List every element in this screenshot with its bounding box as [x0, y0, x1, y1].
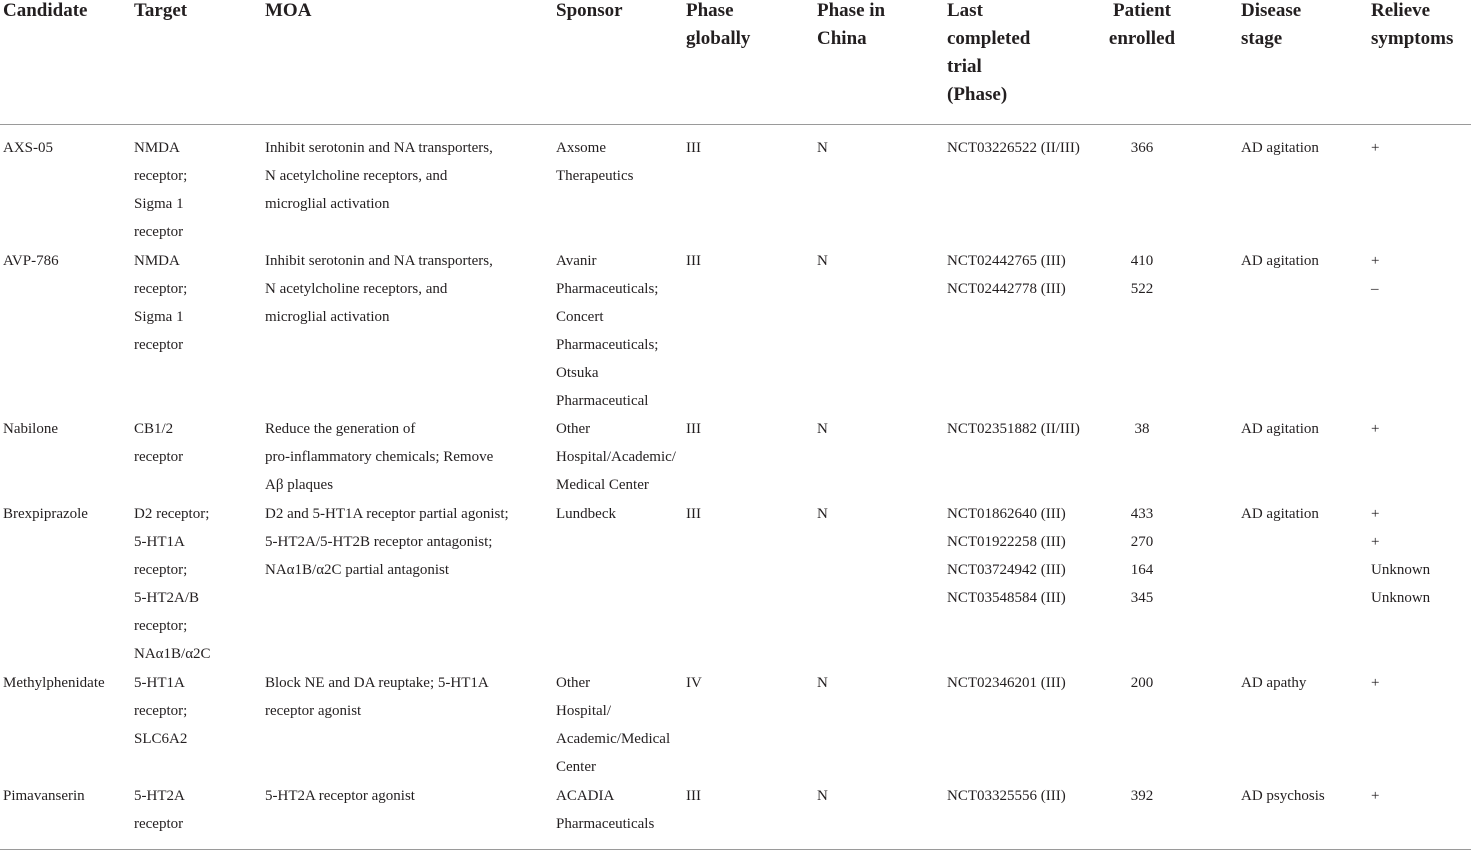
cell-moa: Block NE and DA reuptake; 5-HT1A receptor agonist — [265, 675, 489, 719]
cell-target: NMDA receptor; Sigma 1 receptor — [134, 253, 188, 353]
cell-last-trial: NCT02346201 (III) — [947, 675, 1066, 691]
cell-last-trial: NCT01862640 (III) NCT01922258 (III) NCT03724942 (III) NCT03548584 (III) — [947, 506, 1066, 606]
cell-target: 5-HT2A receptor — [134, 788, 185, 832]
cell-relieve: + — [1371, 788, 1380, 804]
cell-sponsor: Other Hospital/Academic/ Medical Center — [556, 421, 676, 493]
cell-patients: 392 — [1130, 788, 1154, 804]
cell-phase-china: N — [817, 675, 828, 691]
cell-phase-china: N — [817, 140, 828, 156]
cell-disease-stage: AD apathy — [1241, 675, 1307, 691]
table-bottom-rule — [0, 849, 1471, 850]
cell-phase-china: N — [817, 506, 828, 522]
cell-disease-stage: AD psychosis — [1241, 788, 1325, 804]
cell-sponsor: Avanir Pharmaceuticals; Concert Pharmaceuticals; Otsuka Pharmaceutical — [556, 253, 659, 409]
cell-last-trial: NCT03325556 (III) — [947, 788, 1066, 804]
cell-sponsor: Lundbeck — [556, 506, 616, 522]
cell-target: NMDA receptor; Sigma 1 receptor — [134, 140, 188, 240]
cell-target: 5-HT1A receptor; SLC6A2 — [134, 675, 188, 747]
cell-moa: Inhibit serotonin and NA transporters, N acetylcholine receptors, and microglial activation — [265, 253, 493, 325]
cell-patients: 410 522 — [1130, 253, 1154, 297]
cell-moa: 5-HT2A receptor agonist — [265, 788, 415, 804]
cell-candidate: Brexpiprazole — [3, 506, 88, 522]
cell-phase-globally: III — [686, 506, 701, 522]
cell-patients: 200 — [1130, 675, 1154, 691]
cell-phase-china: N — [817, 421, 828, 437]
cell-candidate: AXS-05 — [3, 140, 54, 156]
cell-disease-stage: AD agitation — [1241, 506, 1319, 522]
cell-candidate: Methylphenidate — [3, 675, 105, 691]
header-last-trial: Last completed trial (Phase) — [947, 0, 1031, 105]
cell-sponsor: Axsome Therapeutics — [556, 140, 634, 184]
cell-phase-globally: IV — [686, 675, 702, 691]
header-relieve: Relieve symptoms — [1371, 0, 1454, 49]
cell-relieve: + — [1371, 675, 1380, 691]
header-disease-stage: Disease stage — [1241, 0, 1302, 49]
cell-patients: 433 270 164 345 — [1130, 506, 1154, 606]
cell-relieve: + – — [1371, 253, 1380, 297]
cell-moa: D2 and 5-HT1A receptor partial agonist; 5-HT2A/5-HT2B receptor antagonist; NAα1B/α2C partial antagonist — [265, 506, 509, 578]
header-phase-china: Phase in China — [817, 0, 886, 49]
cell-disease-stage: AD agitation — [1241, 421, 1319, 437]
table-header — [0, 0, 1471, 125]
cell-last-trial: NCT02351882 (II/III) — [947, 421, 1080, 437]
cell-sponsor: Other Hospital/ Academic/Medical Center — [556, 675, 671, 775]
cell-disease-stage: AD agitation — [1241, 140, 1319, 156]
header-candidate: Candidate — [3, 0, 88, 21]
header-moa: MOA — [265, 0, 312, 21]
cell-phase-china: N — [817, 788, 828, 804]
header-patients: Patient enrolled — [1108, 0, 1176, 49]
cell-relieve: + + Unknown Unknown — [1371, 506, 1431, 606]
header-phase-globally: Phase globally — [686, 0, 751, 49]
cell-last-trial: NCT02442765 (III) NCT02442778 (III) — [947, 253, 1066, 297]
cell-relieve: + — [1371, 421, 1380, 437]
cell-disease-stage: AD agitation — [1241, 253, 1319, 269]
header-target: Target — [134, 0, 188, 21]
cell-patients: 38 — [1134, 421, 1150, 437]
cell-candidate: AVP-786 — [3, 253, 59, 269]
cell-candidate: Nabilone — [3, 421, 58, 437]
header-sponsor: Sponsor — [556, 0, 623, 21]
cell-sponsor: ACADIA Pharmaceuticals — [556, 788, 655, 832]
cell-target: CB1/2 receptor — [134, 421, 184, 465]
cell-relieve: + — [1371, 140, 1380, 156]
cell-phase-globally: III — [686, 140, 701, 156]
cell-moa: Reduce the generation of pro-inflammatory chemicals; Remove Aβ plaques — [265, 421, 494, 493]
cell-phase-china: N — [817, 253, 828, 269]
cell-last-trial: NCT03226522 (II/III) — [947, 140, 1080, 156]
cell-phase-globally: III — [686, 788, 701, 804]
cell-candidate: Pimavanserin — [3, 788, 85, 804]
cell-target: D2 receptor; 5-HT1A receptor; 5-HT2A/B receptor; NAα1B/α2C — [134, 506, 211, 662]
cell-phase-globally: III — [686, 421, 701, 437]
cell-phase-globally: III — [686, 253, 701, 269]
cell-patients: 366 — [1130, 140, 1154, 156]
cell-moa: Inhibit serotonin and NA transporters, N acetylcholine receptors, and microglial activation — [265, 140, 493, 212]
